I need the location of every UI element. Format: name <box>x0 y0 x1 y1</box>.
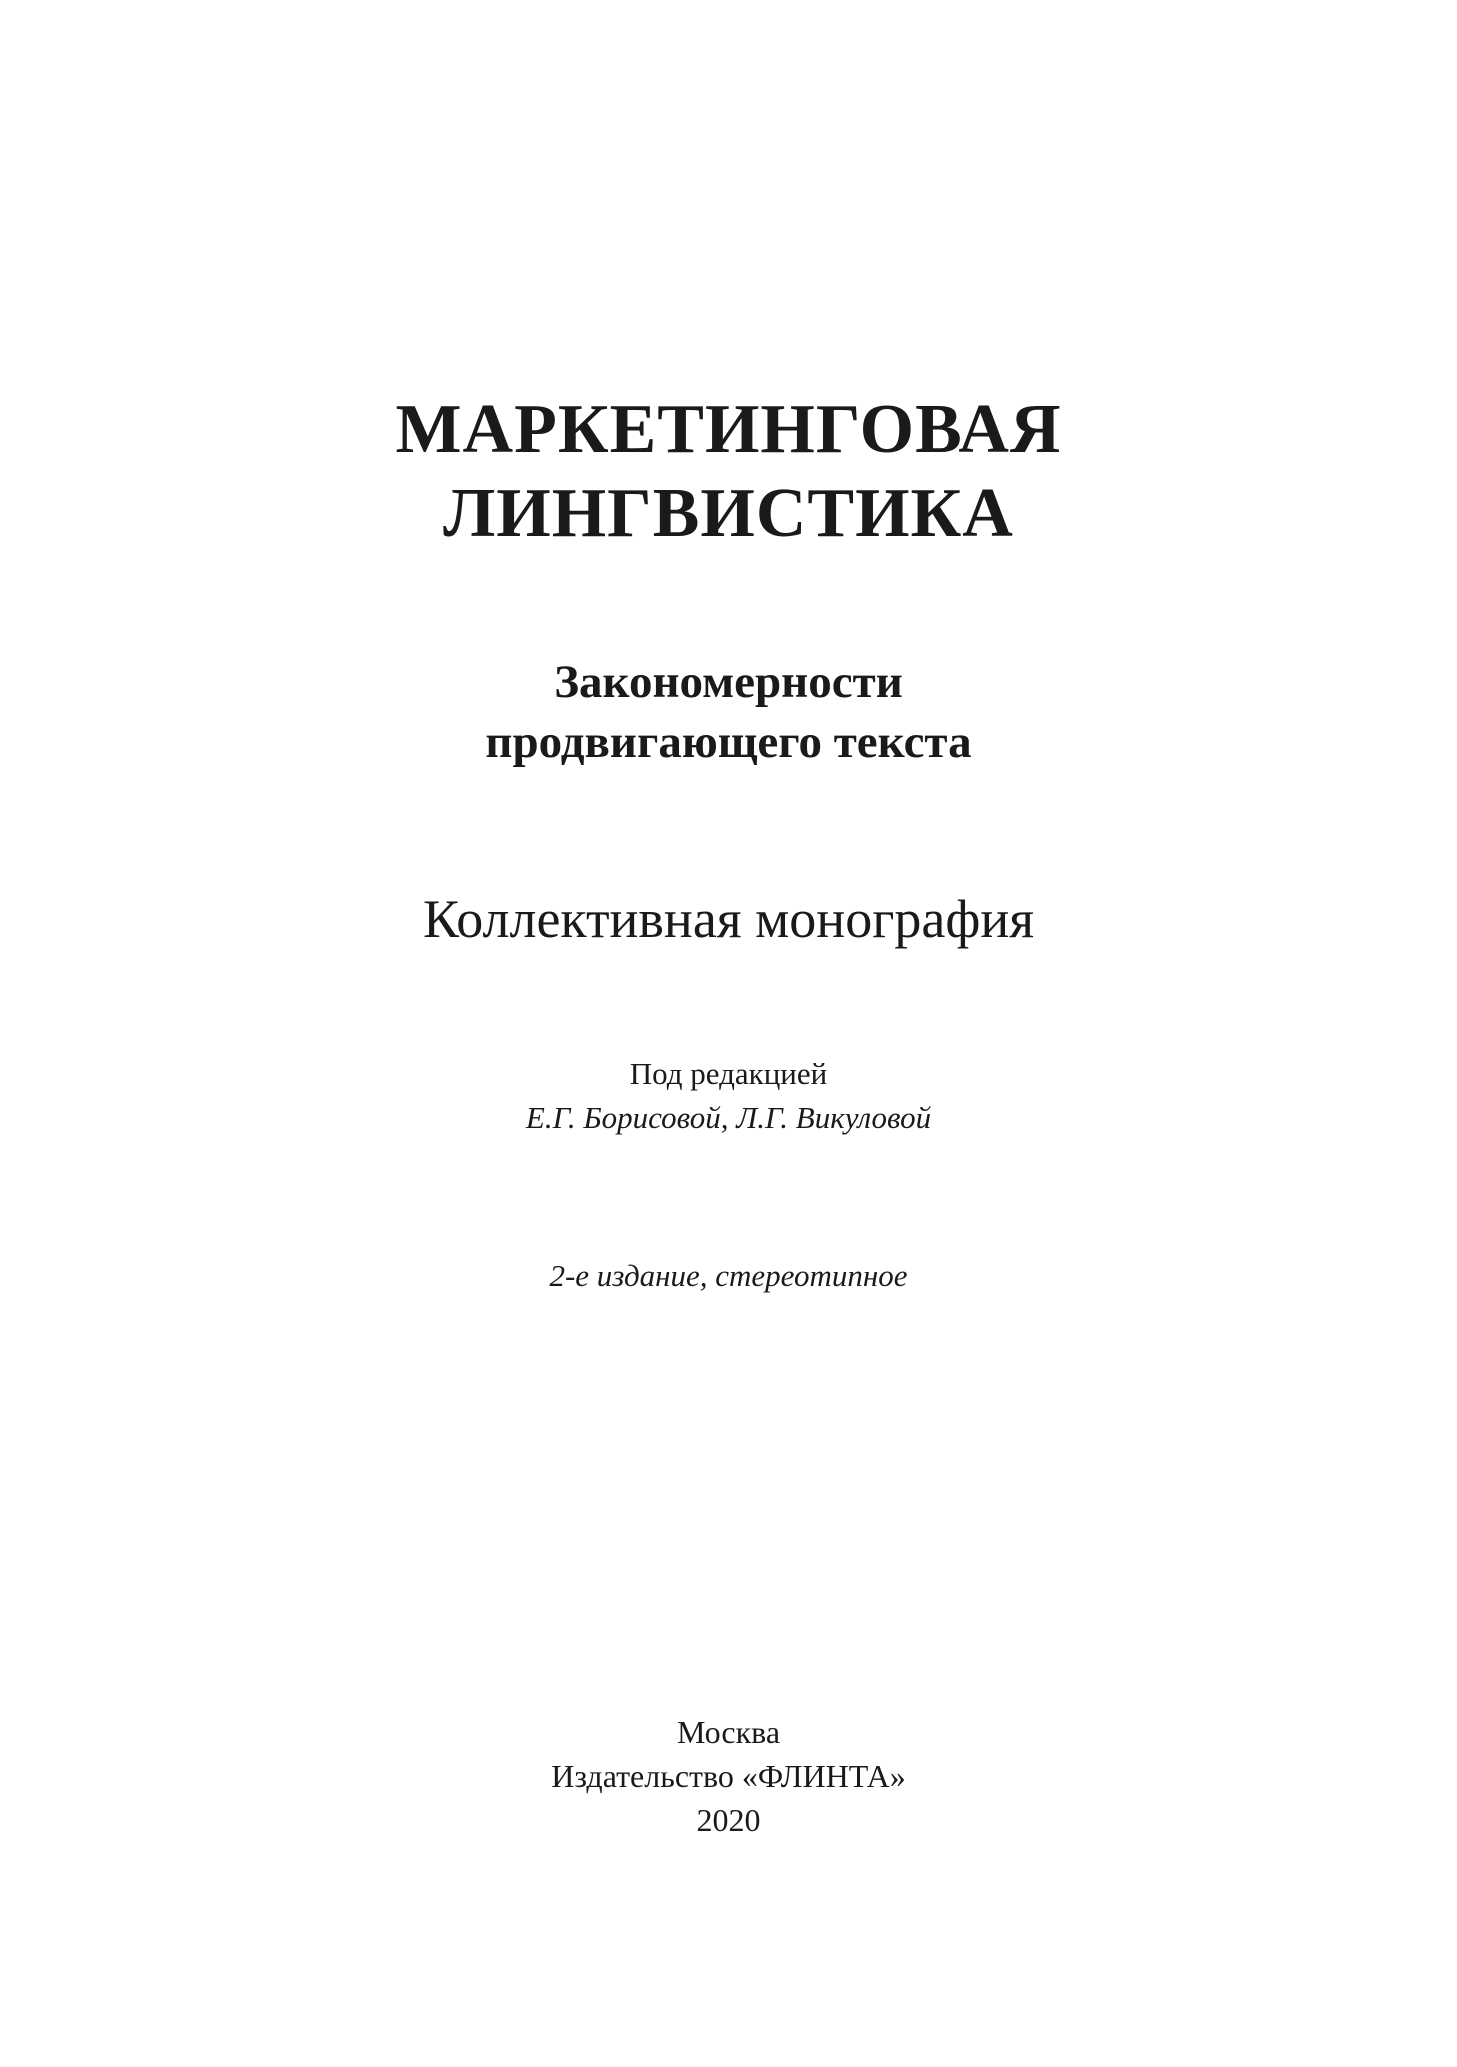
book-title-line-2: ЛИНГВИСТИКА <box>443 475 1014 552</box>
imprint-city: Москва <box>676 1714 781 1750</box>
book-genre <box>0 886 1457 952</box>
editors <box>0 1052 1457 1140</box>
editors-names: Е.Г. Борисовой, Л.Г. Викуловой <box>525 1100 932 1135</box>
edition-info <box>0 1254 1457 1298</box>
book-title <box>0 388 1457 556</box>
book-subtitle <box>0 652 1457 772</box>
book-title-line-1: МАРКЕТИНГОВАЯ <box>395 391 1062 468</box>
imprint-year: 2020 <box>696 1802 761 1838</box>
imprint <box>0 1710 1457 1842</box>
book-subtitle-line-2: продвигающего текста <box>485 716 972 768</box>
editors-label: Под редакцией <box>629 1056 828 1091</box>
book-subtitle-line-1: Закономерности <box>554 656 903 708</box>
edition-text: 2-е издание, стереотипное <box>549 1258 908 1293</box>
imprint-publisher: Издательство «ФЛИНТА» <box>551 1758 906 1794</box>
genre-text: Коллективная монография <box>422 889 1035 949</box>
